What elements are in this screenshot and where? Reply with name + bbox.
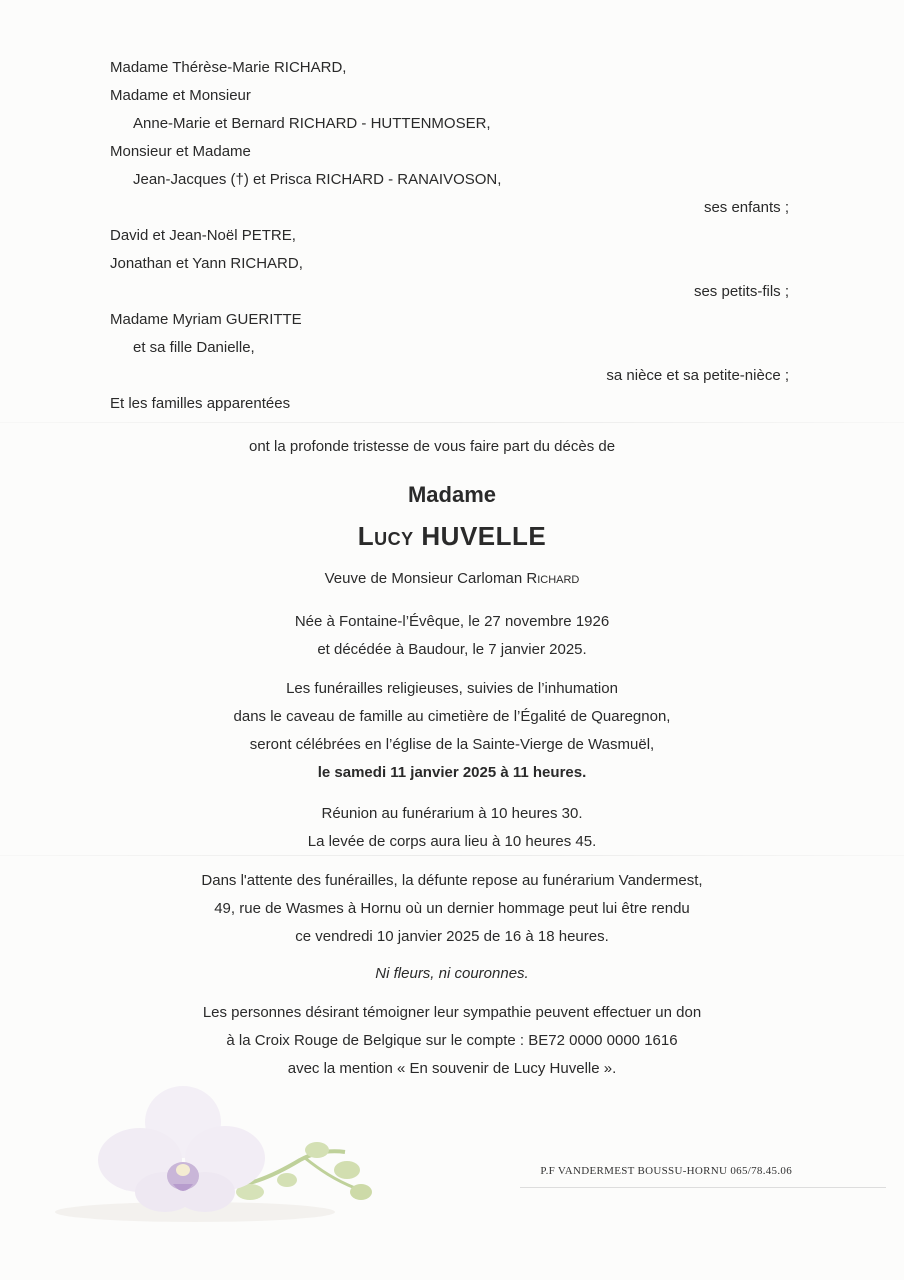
visit-line: Dans l'attente des funérailles, la défunte repose au funérarium Vandermest,: [201, 872, 703, 889]
family-line: Madame Thérèse-Marie RICHARD,: [110, 59, 347, 76]
widow-line: [0, 570, 904, 588]
death-line: et décédée à Baudour, le 7 janvier 2025.: [317, 641, 587, 658]
donation-line: avec la mention « En souvenir de Lucy Huvelle ».: [287, 1060, 617, 1077]
meeting-line: Réunion au funérarium à 10 heures 30.: [321, 805, 583, 822]
family-line: Monsieur et Madame: [110, 143, 251, 160]
meeting-line: La levée de corps aura lieu à 10 heures 45.: [307, 833, 597, 850]
funeral-line: dans le caveau de famille au cimetière de l’Égalité de Quaregnon,: [233, 708, 671, 725]
announcement: ont la profonde tristesse de vous faire part du décès de: [249, 438, 616, 455]
widow-name: Richard: [526, 570, 580, 587]
relation-label: ses petits-fils ;: [693, 283, 789, 300]
family-line: Madame et Monsieur: [110, 87, 251, 104]
deceased-last-name: HUVELLE: [421, 521, 547, 551]
deceased-first-name: Lucy: [357, 521, 414, 551]
footer-rule: [520, 1187, 886, 1188]
funeral-line: Les funérailles religieuses, suivies de l’inhumation: [286, 680, 618, 697]
funeral-line: seront célébrées en l’église de la Sainte-Vierge de Wasmuël,: [249, 736, 655, 753]
birth-line: Née à Fontaine-l’Évêque, le 27 novembre 1926: [294, 613, 610, 630]
no-flowers: Ni fleurs, ni couronnes.: [375, 965, 529, 982]
deceased-name: [0, 521, 904, 551]
orchid-icon: [55, 1080, 395, 1230]
donation-line: Les personnes désirant témoigner leur sympathie peuvent effectuer un don: [202, 1004, 702, 1021]
relation-label: sa nièce et sa petite-nièce ;: [606, 367, 789, 384]
funeral-date: le samedi 11 janvier 2025 à 11 heures.: [317, 764, 587, 781]
family-line: Anne-Marie et Bernard RICHARD - HUTTENMOSER,: [133, 115, 491, 132]
fold-line: [0, 422, 904, 423]
widow-prefix: Veuve de Monsieur Carloman: [324, 570, 523, 587]
visit-line: ce vendredi 10 janvier 2025 de 16 à 18 heures.: [295, 928, 609, 945]
family-line: Jean-Jacques (†) et Prisca RICHARD - RANAIVOSON,: [133, 171, 502, 188]
deceased-title: Madame: [407, 482, 497, 507]
funeral-home-footer: P.F VANDERMEST BOUSSU-HORNU 065/78.45.06: [540, 1165, 792, 1177]
family-line: et sa fille Danielle,: [133, 339, 255, 356]
fold-line: [0, 855, 904, 856]
visit-line: 49, rue de Wasmes à Hornu où un dernier hommage peut lui être rendu: [214, 900, 690, 917]
family-line: Et les familles apparentées: [110, 395, 291, 412]
donation-line: à la Croix Rouge de Belgique sur le compte : BE72 0000 0000 1616: [226, 1032, 678, 1049]
relation-label: ses enfants ;: [703, 199, 789, 216]
family-line: David et Jean-Noël PETRE,: [110, 227, 296, 244]
family-line: Jonathan et Yann RICHARD,: [110, 255, 303, 272]
family-line: Madame Myriam GUERITTE: [110, 311, 302, 328]
